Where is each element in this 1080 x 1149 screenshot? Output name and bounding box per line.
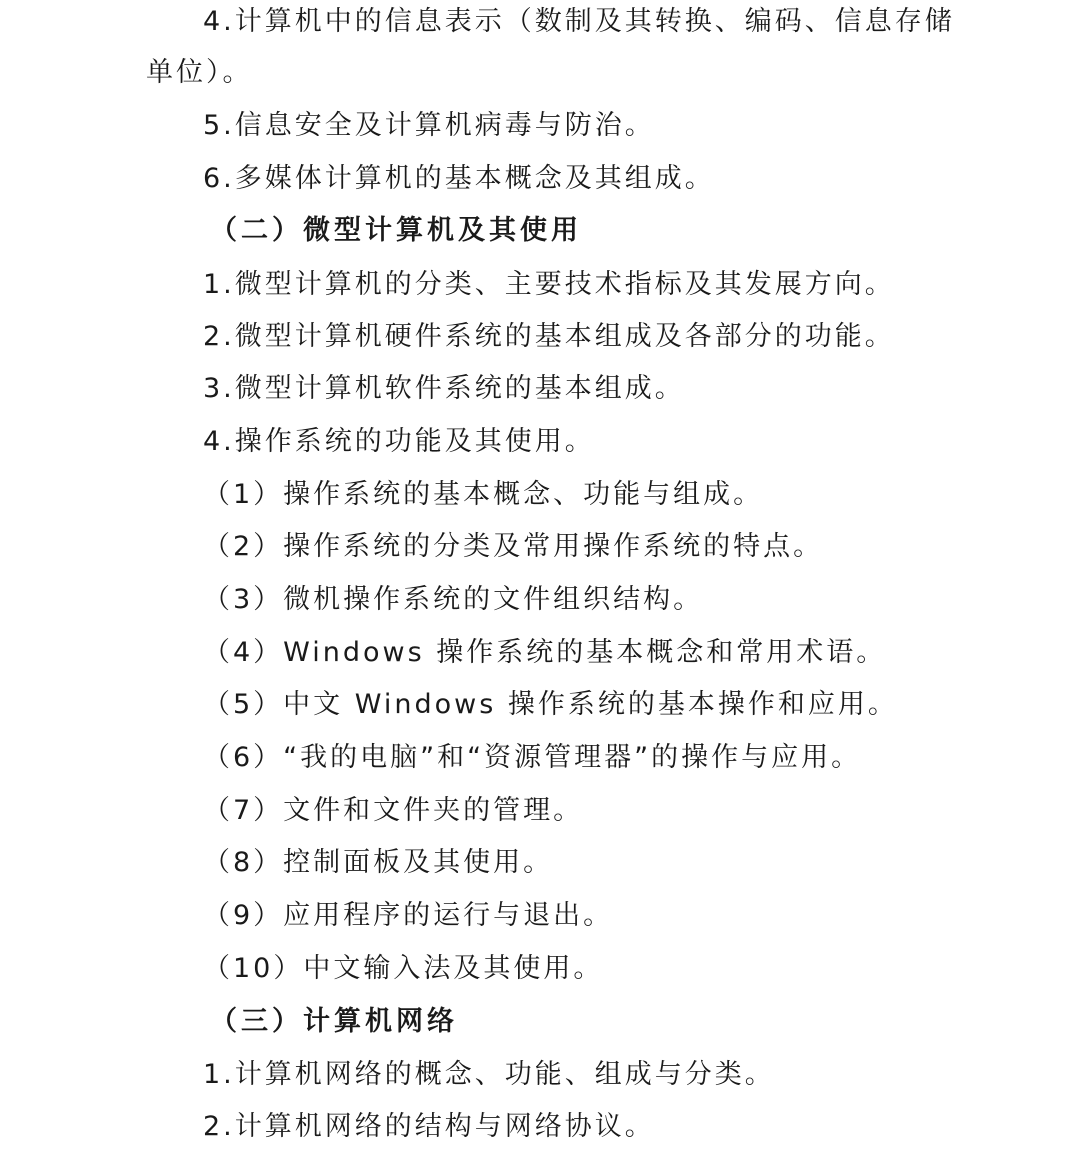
- text-line: 3.微型计算机软件系统的基本组成。: [203, 373, 685, 404]
- text-line: （4）Windows 操作系统的基本概念和常用术语。: [203, 637, 887, 668]
- text-line: 4.计算机中的信息表示（数制及其转换、编码、信息存储: [203, 6, 955, 37]
- text-line: 6.多媒体计算机的基本概念及其组成。: [203, 163, 715, 194]
- text-line: （3）微机操作系统的文件组织结构。: [203, 584, 704, 615]
- text-line: （5）中文 Windows 操作系统的基本操作和应用。: [203, 689, 898, 720]
- section-heading: （二）微型计算机及其使用: [210, 215, 582, 246]
- text-line: （6）“我的电脑”和“资源管理器”的操作与应用。: [203, 742, 862, 773]
- text-line: （10）中文输入法及其使用。: [203, 953, 604, 984]
- text-line: （1）操作系统的基本概念、功能与组成。: [203, 479, 764, 510]
- text-line: 1.计算机网络的概念、功能、组成与分类。: [203, 1059, 775, 1090]
- text-line: （8）控制面板及其使用。: [203, 847, 554, 878]
- section-heading: （三）计算机网络: [210, 1006, 458, 1037]
- text-line: 5.信息安全及计算机病毒与防治。: [203, 110, 655, 141]
- text-line: （7）文件和文件夹的管理。: [203, 795, 584, 826]
- text-line: 4.操作系统的功能及其使用。: [203, 426, 595, 457]
- text-line: 单位）。: [146, 57, 253, 88]
- text-line: 1.微型计算机的分类、主要技术指标及其发展方向。: [203, 269, 895, 300]
- text-line: （9）应用程序的运行与退出。: [203, 900, 614, 931]
- text-line: 2.计算机网络的结构与网络协议。: [203, 1111, 655, 1142]
- text-line: （2）操作系统的分类及常用操作系统的特点。: [203, 531, 824, 562]
- text-line: 2.微型计算机硬件系统的基本组成及各部分的功能。: [203, 321, 895, 352]
